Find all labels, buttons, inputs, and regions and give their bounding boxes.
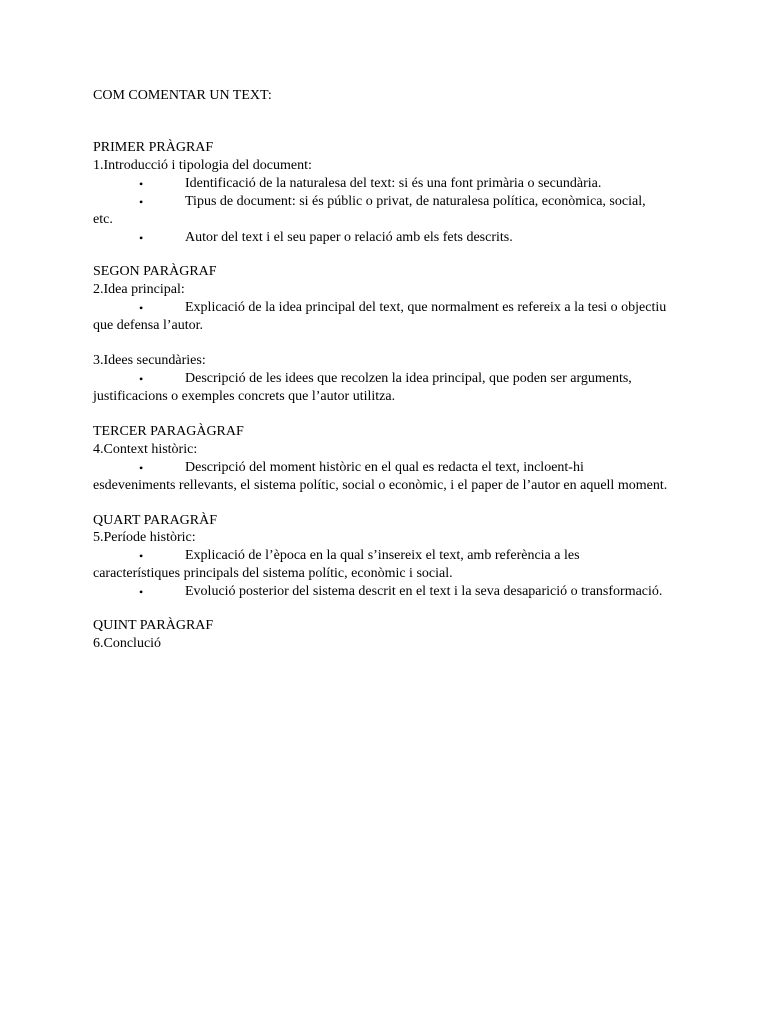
section-heading-3: TERCER PARAGÀGRAF — [93, 424, 244, 439]
document-title: COM COMENTAR UN TEXT: — [93, 88, 272, 103]
bullet-icon: • — [139, 549, 144, 563]
bullet-text: Descripció del moment històric en el qual es redacta el text, incloent-hi — [185, 460, 584, 475]
numbered-item-4: 4.Context històric: — [93, 442, 198, 457]
bullet-text: Tipus de document: si és públic o privat, de naturalesa política, econòmica, social, — [185, 194, 646, 209]
bullet-text-continuation: esdeveniments rellevants, el sistema polític, social o econòmic, i el paper de l’autor en aquell moment. — [93, 478, 668, 493]
bullet-icon: • — [139, 461, 144, 475]
bullet-text-continuation: que defensa l’autor. — [93, 318, 204, 333]
bullet-icon: • — [139, 177, 144, 191]
bullet-text-continuation: etc. — [93, 212, 113, 227]
numbered-item-2: 2.Idea principal: — [93, 282, 185, 297]
section-heading-4: QUART PARAGRÀF — [93, 513, 218, 528]
bullet-text: Explicació de la idea principal del text, que normalment es refereix a la tesi o objectiu — [185, 300, 667, 315]
bullet-text: Descripció de les idees que recolzen la idea principal, que poden ser arguments, — [185, 371, 632, 386]
section-heading-1: PRIMER PRÀGRAF — [93, 140, 214, 155]
bullet-icon: • — [139, 231, 144, 245]
bullet-icon: • — [139, 195, 144, 209]
numbered-item-5: 5.Període històric: — [93, 530, 196, 545]
bullet-icon: • — [139, 301, 144, 315]
bullet-icon: • — [139, 585, 144, 599]
bullet-text-continuation: justificacions o exemples concrets que l’autor utilitza. — [93, 389, 396, 404]
bullet-text: Evolució posterior del sistema descrit en el text i la seva desaparició o transformació. — [185, 584, 663, 599]
numbered-item-3: 3.Idees secundàries: — [93, 353, 206, 368]
numbered-item-6: 6.Conclució — [93, 636, 162, 651]
numbered-item-1: 1.Introducció i tipologia del document: — [93, 158, 312, 173]
bullet-text: Explicació de l’època en la qual s’insereix el text, amb referència a les — [185, 548, 580, 563]
bullet-text: Autor del text i el seu paper o relació amb els fets descrits. — [185, 230, 513, 245]
section-heading-5: QUINT PARÀGRAF — [93, 618, 214, 633]
bullet-text-continuation: característiques principals del sistema polític, econòmic i social. — [93, 566, 453, 581]
bullet-text: Identificació de la naturalesa del text: si és una font primària o secundària. — [185, 176, 602, 191]
section-heading-2: SEGON PARÀGRAF — [93, 264, 217, 279]
bullet-icon: • — [139, 372, 144, 386]
